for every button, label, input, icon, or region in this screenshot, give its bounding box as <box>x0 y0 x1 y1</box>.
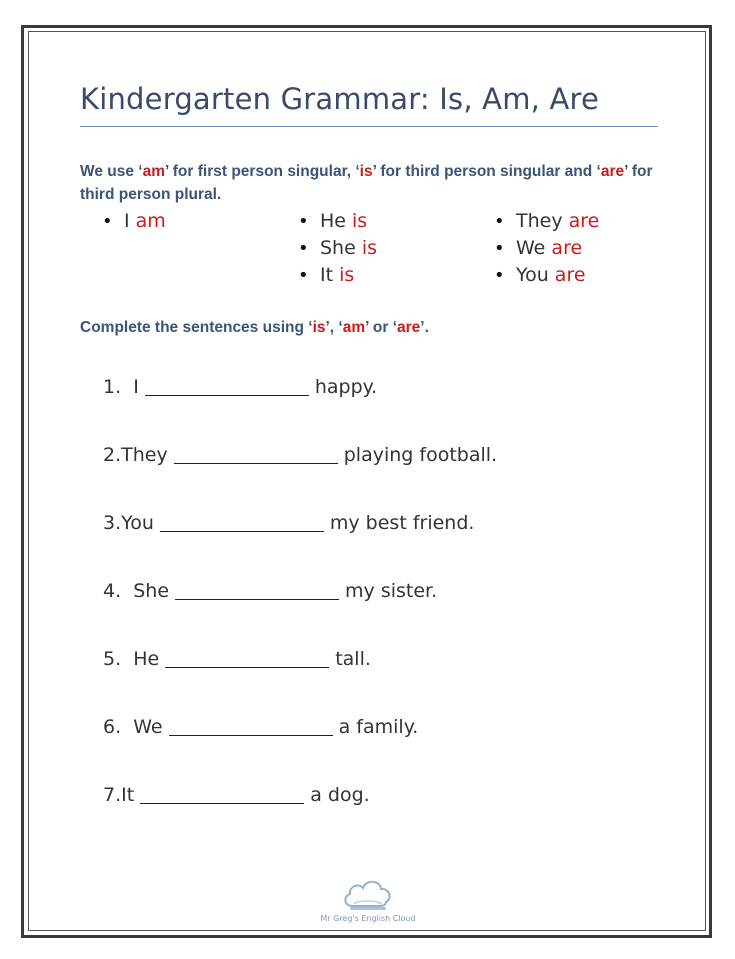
examples-column-am <box>102 208 166 235</box>
intro-text: ’ for third person singular and ‘ <box>372 163 601 180</box>
logo-caption: Mr Greg's English Cloud <box>320 914 416 923</box>
title-underline <box>80 126 658 127</box>
question-number: 3. <box>103 512 122 534</box>
worksheet-title: Kindergarten Grammar: Is, Am, Are <box>80 82 600 116</box>
answer-blank[interactable] <box>140 785 304 804</box>
example-verb: am <box>135 210 166 232</box>
example-item <box>494 208 599 235</box>
question-number: 2. <box>103 444 122 466</box>
question-number: 4. <box>103 580 122 602</box>
question-rest: a family. <box>338 716 419 738</box>
intro-paragraph <box>80 160 660 206</box>
example-subject: He <box>320 210 346 232</box>
example-item <box>298 235 377 262</box>
examples-column-is <box>298 208 377 289</box>
intro-text: ’ for first person singular, ‘ <box>165 163 360 180</box>
instruction-word-is: is <box>312 319 326 336</box>
answer-blank[interactable] <box>160 513 324 532</box>
question-rest: a dog. <box>310 784 370 806</box>
answer-blank[interactable] <box>145 377 309 396</box>
intro-text: ’ for third person plural. <box>80 163 653 203</box>
question-1 <box>103 376 377 398</box>
instruction-text: ’, ‘ <box>325 319 343 336</box>
example-verb: are <box>551 237 583 259</box>
example-verb: are <box>554 264 586 286</box>
question-4 <box>103 580 437 602</box>
question-subject: You <box>121 512 154 534</box>
question-subject: I <box>133 376 139 398</box>
cloud-logo-icon <box>340 874 396 919</box>
answer-blank[interactable] <box>174 445 338 464</box>
example-item <box>102 208 166 235</box>
example-item <box>494 262 599 289</box>
instruction-text: ’. <box>420 319 429 336</box>
question-rest: my sister. <box>345 580 438 602</box>
question-6 <box>103 716 418 738</box>
example-subject: They <box>516 210 563 232</box>
example-subject: You <box>516 264 549 286</box>
example-verb: is <box>352 210 368 232</box>
question-3 <box>103 512 474 534</box>
intro-word-are: are <box>600 163 625 180</box>
question-5 <box>103 648 371 670</box>
instruction-text: ’ or ‘ <box>365 319 398 336</box>
intro-word-is: is <box>359 163 373 180</box>
question-rest: happy. <box>314 376 378 398</box>
question-7 <box>103 784 370 806</box>
question-number: 1. <box>103 376 122 398</box>
example-subject: She <box>320 237 356 259</box>
question-subject: She <box>133 580 170 602</box>
question-subject: He <box>133 648 160 670</box>
example-item <box>298 262 377 289</box>
example-verb: is <box>361 237 378 259</box>
instruction-text: Complete the sentences using ‘ <box>80 319 313 336</box>
question-subject: We <box>133 716 163 738</box>
answer-blank[interactable] <box>169 717 333 736</box>
example-item <box>494 235 599 262</box>
instructions <box>80 319 429 337</box>
example-subject: I <box>124 210 130 232</box>
question-rest: tall. <box>335 648 371 670</box>
example-subject: We <box>516 237 546 259</box>
question-number: 5. <box>103 648 122 670</box>
instruction-word-are: are <box>397 319 421 336</box>
question-number: 7. <box>103 784 122 806</box>
example-subject: It <box>320 264 334 286</box>
question-2 <box>103 444 497 466</box>
question-number: 6. <box>103 716 122 738</box>
question-rest: my best friend. <box>329 512 475 534</box>
example-verb: are <box>568 210 600 232</box>
answer-blank[interactable] <box>175 581 339 600</box>
question-rest: playing football. <box>343 444 498 466</box>
examples-column-are <box>494 208 599 289</box>
intro-word-am: am <box>142 163 166 180</box>
answer-blank[interactable] <box>165 649 329 668</box>
question-subject: It <box>121 784 135 806</box>
example-verb: is <box>339 264 355 286</box>
question-subject: They <box>121 444 168 466</box>
example-item <box>298 208 377 235</box>
instruction-word-am: am <box>342 319 366 336</box>
intro-text: We use ‘ <box>80 163 143 180</box>
